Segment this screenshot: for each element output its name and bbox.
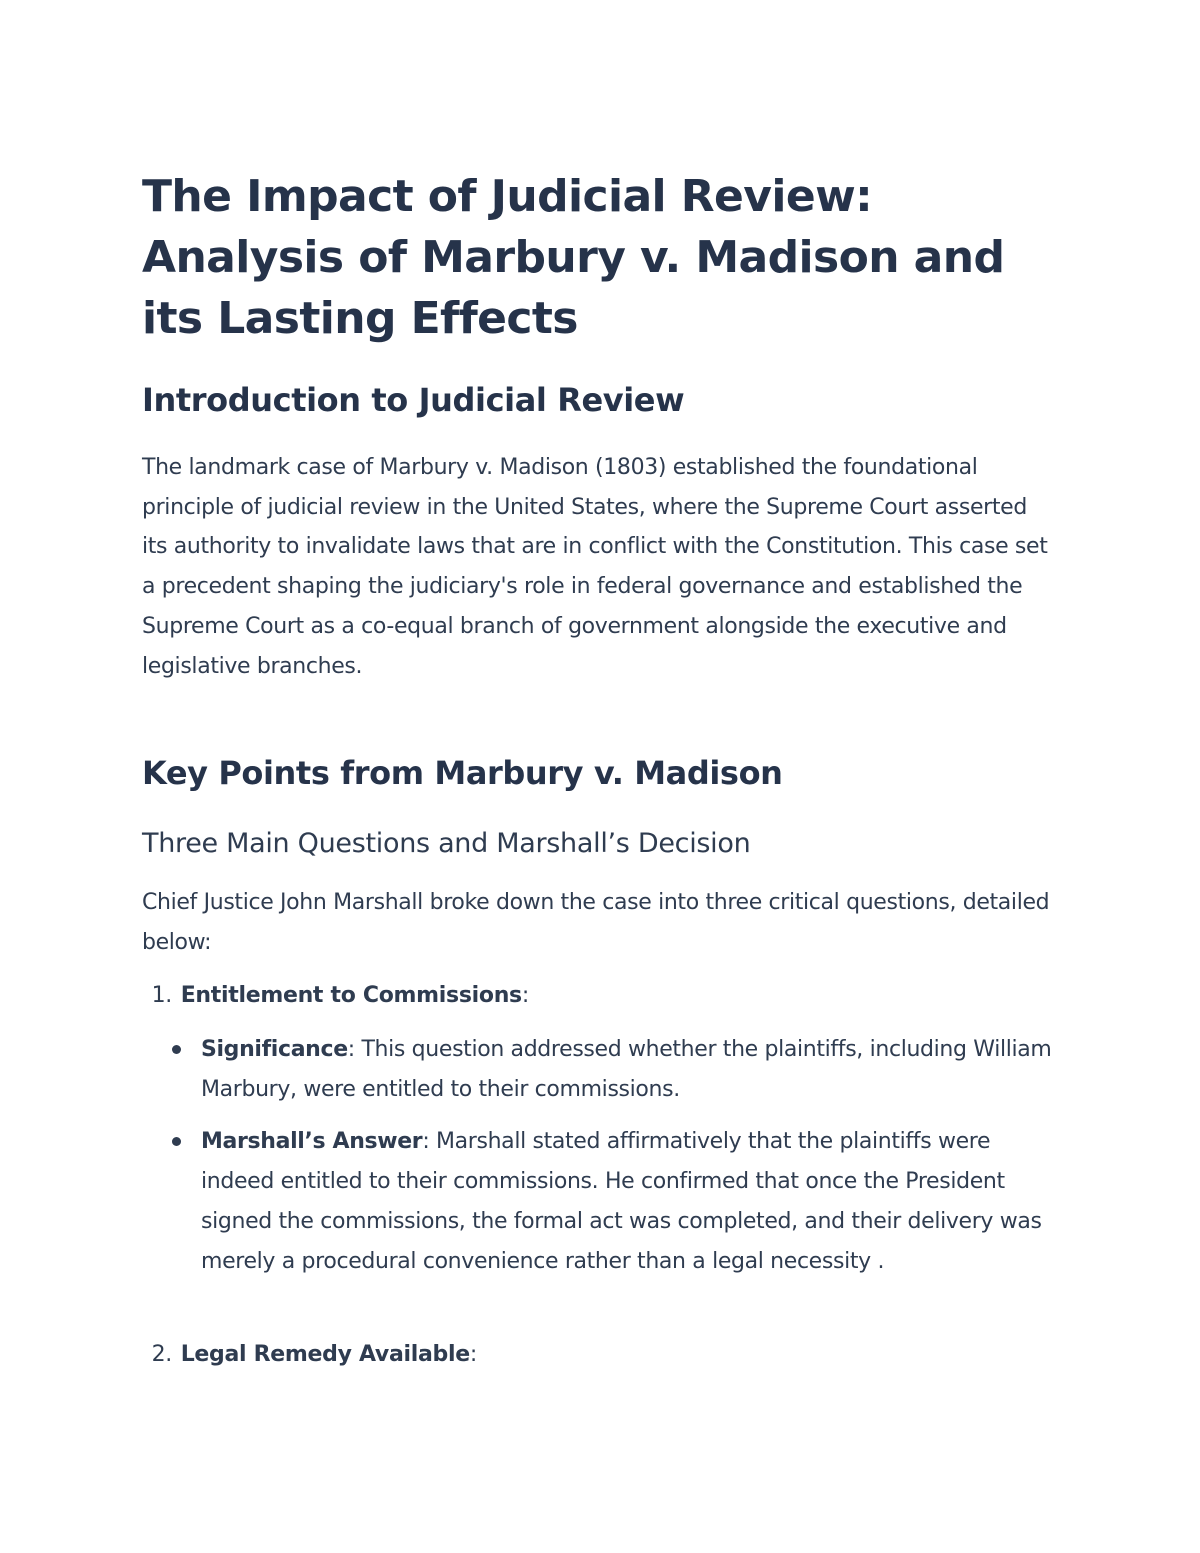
numbered-item-2 bbox=[142, 1335, 477, 1375]
bullet-label: Marshall’s Answer bbox=[201, 1129, 423, 1154]
numbered-item-1 bbox=[142, 976, 529, 1016]
intro-heading: Introduction to Judicial Review bbox=[142, 381, 685, 419]
item-suffix: : bbox=[469, 1342, 477, 1367]
bullet-label: Significance bbox=[201, 1037, 348, 1062]
item-number: 2. bbox=[151, 1342, 172, 1367]
key-points-paragraph: Chief Justice John Marshall broke down the case into three critical questions, detailed below: bbox=[142, 890, 1050, 955]
bullet-dot-icon bbox=[172, 1045, 181, 1054]
bullet-dot-icon bbox=[172, 1137, 181, 1146]
bullet-suffix: : bbox=[422, 1129, 430, 1154]
document-title: The Impact of Judicial Review: Analysis of Marbury v. Madison and its Lasting Effects bbox=[142, 171, 1005, 344]
bullet-suffix: : bbox=[347, 1037, 355, 1062]
item-suffix: : bbox=[521, 983, 529, 1008]
bullet-text bbox=[201, 1030, 1052, 1110]
bullet-body: Marshall stated affirmatively that the plaintiffs were indeed entitled to their commissions. He confirmed that once the President signed the commissions, the formal act was completed, and their delivery was merely a procedural convenience rather than a legal necessity . bbox=[201, 1129, 1042, 1274]
item-number: 1. bbox=[151, 983, 172, 1008]
bullet-text bbox=[201, 1122, 1052, 1282]
item-label: Legal Remedy Available bbox=[180, 1342, 470, 1367]
bullet-body: This question addressed whether the plaintiffs, including William Marbury, were entitled to their commissions. bbox=[201, 1037, 1052, 1102]
bullet-marshalls-answer bbox=[172, 1122, 1052, 1282]
key-points-subheading: Three Main Questions and Marshall’s Decision bbox=[142, 828, 751, 859]
bullet-significance bbox=[172, 1030, 1052, 1110]
item-label: Entitlement to Commissions bbox=[180, 983, 522, 1008]
intro-paragraph: The landmark case of Marbury v. Madison (1803) established the foundational principle of judicial review in the United States, where the Supreme Court asserted its authority to invalidate laws that are in conflict with the Constitution. This case set a precedent shaping the judiciary's role in federal governance and established the Supreme Court as a co-equal branch of government alongside the executive and legislative branches. bbox=[142, 455, 1048, 679]
key-points-heading: Key Points from Marbury v. Madison bbox=[142, 754, 783, 792]
